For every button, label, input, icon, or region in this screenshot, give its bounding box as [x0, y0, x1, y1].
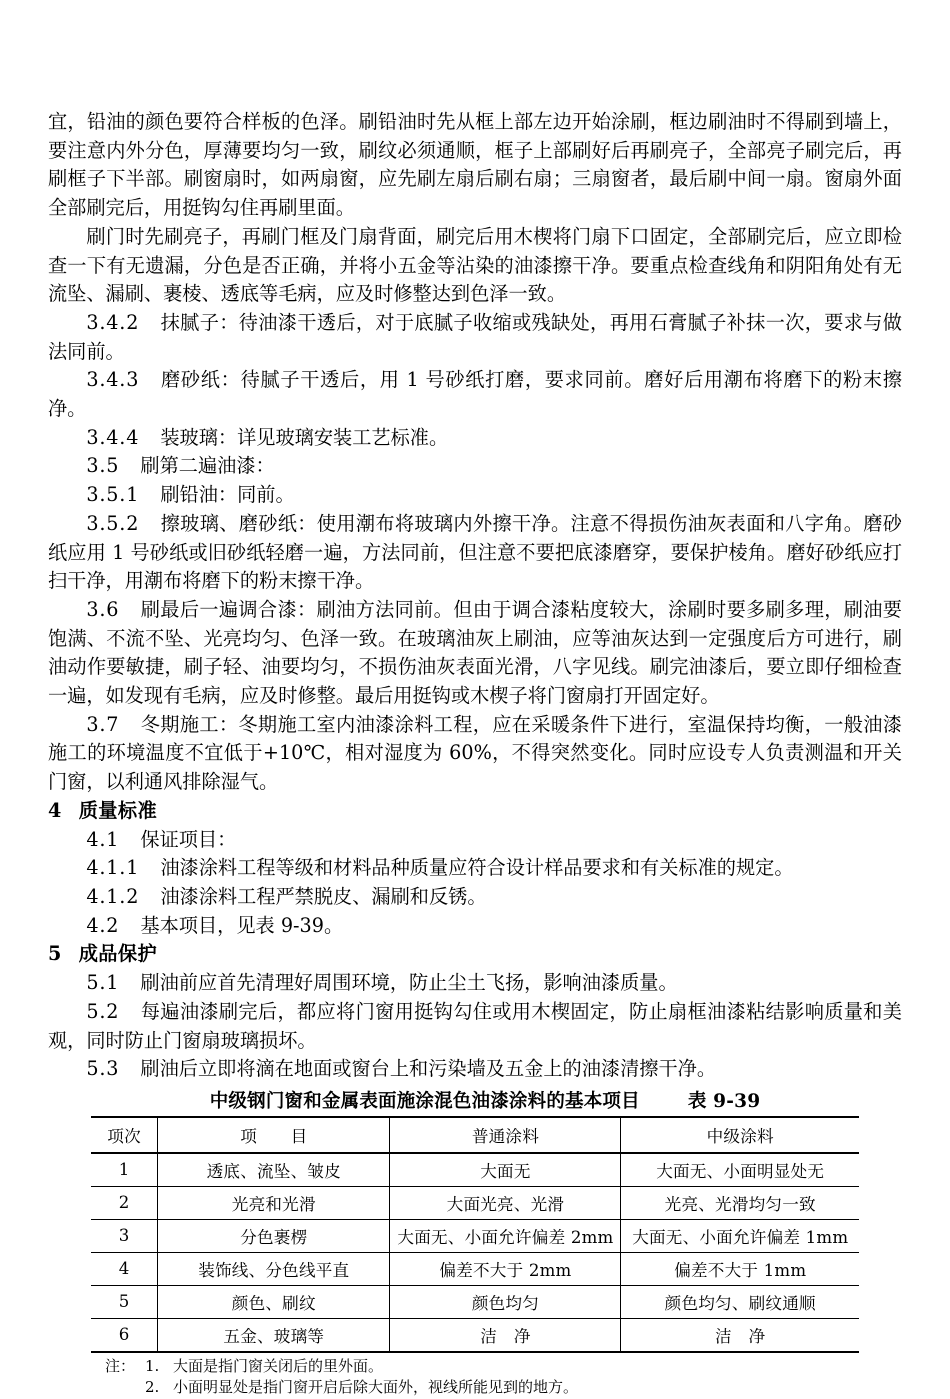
clause-number: 3.5.1	[86, 483, 140, 507]
clause-number: 3.4.2	[86, 310, 140, 334]
cell-ordinary: 大面光亮、光滑	[390, 1186, 621, 1219]
clause-3-7	[48, 711, 902, 797]
table-header-row	[91, 1117, 859, 1153]
cell-ordinary: 大面无、小面允许偏差 2mm	[390, 1219, 621, 1252]
clause-text: 每遍油漆刷完后，都应将门窗用挺钩勾住或用木楔固定，防止扇框油漆粘结影响质量和美观，同时防止门窗扇玻璃损坏。	[48, 999, 902, 1052]
clause-text: 基本项目，见表 9-39。	[140, 913, 344, 937]
table-caption-title: 中级钢门窗和金属表面施涂混色油漆涂料的基本项目	[209, 1090, 640, 1112]
cell-intermediate: 光亮、光滑均匀一致	[621, 1186, 859, 1219]
table-notes	[91, 1356, 859, 1399]
table-caption-number: 表 9-39	[687, 1090, 761, 1112]
section-number: 4	[48, 798, 62, 822]
section-heading-5	[48, 940, 902, 969]
table-header-intermediate: 中级涂料	[621, 1117, 859, 1153]
clause-4-1-1	[48, 854, 902, 883]
clause-text: 冬期施工：冬期施工室内油漆涂料工程，应在采暖条件下进行，室温保持均衡，一般油漆施工的环境温度不宜低于+10℃，相对湿度为 60%，不得突然变化。同时应设专人负责测温和开关门窗，以利通风排除湿气。	[48, 712, 902, 794]
table-row	[91, 1318, 859, 1352]
table-row	[91, 1186, 859, 1219]
clause-text: 装玻璃：详见玻璃安装工艺标准。	[160, 425, 449, 449]
clause-text: 擦玻璃、磨砂纸：使用潮布将玻璃内外擦干净。注意不得损伤油灰表面和八字角。磨砂纸应用 1 号砂纸或旧砂纸轻磨一遍，方法同前，但注意不要把底漆磨穿，要保护棱角。磨好砂纸应打扫干净，用潮布将磨下的粉末擦干净。	[48, 511, 902, 593]
cell-ordinary: 洁 净	[390, 1318, 621, 1352]
clause-number: 3.7	[86, 712, 120, 736]
table-note	[91, 1377, 859, 1399]
clause-number: 3.4.3	[86, 368, 140, 392]
table-header-index: 项次	[91, 1117, 158, 1153]
clause-3-6	[48, 596, 902, 711]
clause-text: 保证项目：	[140, 827, 237, 851]
cell-intermediate: 偏差不大于 1mm	[621, 1252, 859, 1285]
note-text: 大面是指门窗关闭后的里外面。	[173, 1356, 384, 1375]
clause-text: 刷铅油：同前。	[160, 483, 295, 507]
clause-number: 4.1.2	[86, 884, 140, 908]
table-row	[91, 1219, 859, 1252]
clause-3-5	[48, 452, 902, 481]
clause-4-1	[48, 826, 902, 855]
clause-text: 磨砂纸：待腻子干透后，用 1 号砂纸打磨，要求同前。磨好后用潮布将磨下的粉末擦净。	[48, 368, 902, 421]
cell-intermediate: 颜色均匀、刷纹通顺	[621, 1285, 859, 1318]
cell-item: 颜色、刷纹	[158, 1285, 390, 1318]
paragraph-door-painting: 刷门时先刷亮子，再刷门框及门扇背面，刷完后用木楔将门扇下口固定，全部刷完后，应立即检查一下有无遗漏，分色是否正确，并将小五金等沾染的油漆擦干净。要重点检查线角和阴阳角处有无流坠、漏刷、裹棱、透底等毛病，应及时修整达到色泽一致。	[48, 224, 902, 306]
table-row	[91, 1285, 859, 1318]
table-row	[91, 1153, 859, 1187]
cell-item: 光亮和光滑	[158, 1186, 390, 1219]
cell-ordinary: 大面无	[390, 1153, 621, 1187]
clause-5-2	[48, 998, 902, 1055]
clause-number: 3.5	[86, 454, 120, 478]
clause-text: 刷最后一遍调合漆：刷油方法同前。但由于调合漆粘度较大，涂刷时要多刷多理，刷油要饱满、不流不坠、光亮均匀、色泽一致。在玻璃油灰上刷油，应等油灰达到一定强度后方可进行，刷油动作要敏捷，刷子轻、油要均匀，不损伤油灰表面光滑，八字见线。刷完油漆后，要立即仔细检查一遍，如发现有毛病，应及时修整。最后用挺钩或木楔子将门窗扇打开固定好。	[48, 597, 902, 708]
cell-index: 4	[91, 1252, 158, 1285]
note-index: 1.	[145, 1356, 160, 1375]
clause-text: 刷油前应首先清理好周围环境，防止尘土飞扬，影响油漆质量。	[140, 971, 678, 995]
table-notes-label: 注：	[105, 1356, 136, 1375]
cell-item: 分色裹楞	[158, 1219, 390, 1252]
clause-5-1	[48, 969, 902, 998]
cell-index: 3	[91, 1219, 158, 1252]
clause-text: 刷第二遍油漆：	[140, 454, 275, 478]
cell-intermediate: 洁 净	[621, 1318, 859, 1352]
spec-table-block	[48, 1090, 902, 1399]
section-title: 质量标准	[78, 798, 158, 822]
section-title: 成品保护	[78, 942, 158, 966]
note-index: 2.	[145, 1378, 160, 1397]
cell-item: 装饰线、分色线平直	[158, 1252, 390, 1285]
cell-index: 1	[91, 1153, 158, 1187]
cell-ordinary: 颜色均匀	[390, 1285, 621, 1318]
table-header-item: 项 目	[158, 1117, 390, 1153]
cell-index: 2	[91, 1186, 158, 1219]
clause-number: 4.1	[86, 827, 120, 851]
paragraph-continuation: 宜，铅油的颜色要符合样板的色泽。刷铅油时先从框上部左边开始涂刷，框边刷油时不得刷到墙上，要注意内外分色，厚薄要均匀一致，刷纹必须通顺，框子上部刷好后再刷亮子，全部亮子刷完后，再刷框子下半部。刷窗扇时，如两扇窗，应先刷左扇后刷右扇；三扇窗者，最后刷中间一扇。窗扇外面全部刷完后，用挺钩勾住再刷里面。	[48, 110, 902, 220]
cell-index: 6	[91, 1318, 158, 1352]
note-text: 小面明显处是指门窗开启后除大面外，视线所能见到的地方。	[173, 1378, 579, 1397]
clause-text: 油漆涂料工程严禁脱皮、漏刷和反锈。	[160, 884, 487, 908]
clause-number: 5.3	[86, 1057, 120, 1081]
clause-3-4-4	[48, 424, 902, 453]
clause-text: 抹腻子：待油漆干透后，对于底腻子收缩或残缺处，再用石膏腻子补抹一次，要求与做法同前。	[48, 310, 902, 363]
section-heading-4	[48, 797, 902, 826]
clause-text: 油漆涂料工程等级和材料品种质量应符合设计样品要求和有关标准的规定。	[160, 856, 794, 880]
clause-number: 4.1.1	[86, 856, 140, 880]
clause-3-5-2	[48, 510, 902, 596]
section-number: 5	[48, 942, 62, 966]
clause-3-4-3	[48, 366, 902, 423]
spec-table	[91, 1116, 859, 1353]
clause-5-3	[48, 1055, 902, 1084]
clause-number: 4.2	[86, 913, 120, 937]
clause-text: 刷油后立即将滴在地面或窗台上和污染墙及五金上的油漆清擦干净。	[140, 1057, 717, 1081]
clause-3-4-2	[48, 309, 902, 366]
spec-table-body	[91, 1153, 859, 1352]
cell-intermediate: 大面无、小面允许偏差 1mm	[621, 1219, 859, 1252]
clause-number: 3.6	[86, 597, 120, 621]
cell-item: 五金、玻璃等	[158, 1318, 390, 1352]
table-caption	[91, 1090, 859, 1116]
clause-number: 3.5.2	[86, 511, 140, 535]
table-note	[91, 1356, 859, 1378]
document-body	[48, 108, 902, 1084]
cell-item: 透底、流坠、皱皮	[158, 1153, 390, 1187]
table-header-ordinary: 普通涂料	[390, 1117, 621, 1153]
cell-intermediate: 大面无、小面明显处无	[621, 1153, 859, 1187]
clause-4-2	[48, 912, 902, 941]
cell-ordinary: 偏差不大于 2mm	[390, 1252, 621, 1285]
clause-number: 3.4.4	[86, 425, 140, 449]
cell-index: 5	[91, 1285, 158, 1318]
clause-number: 5.1	[86, 971, 120, 995]
clause-4-1-2	[48, 883, 902, 912]
clause-number: 5.2	[86, 999, 120, 1023]
table-row	[91, 1252, 859, 1285]
clause-3-5-1	[48, 481, 902, 510]
